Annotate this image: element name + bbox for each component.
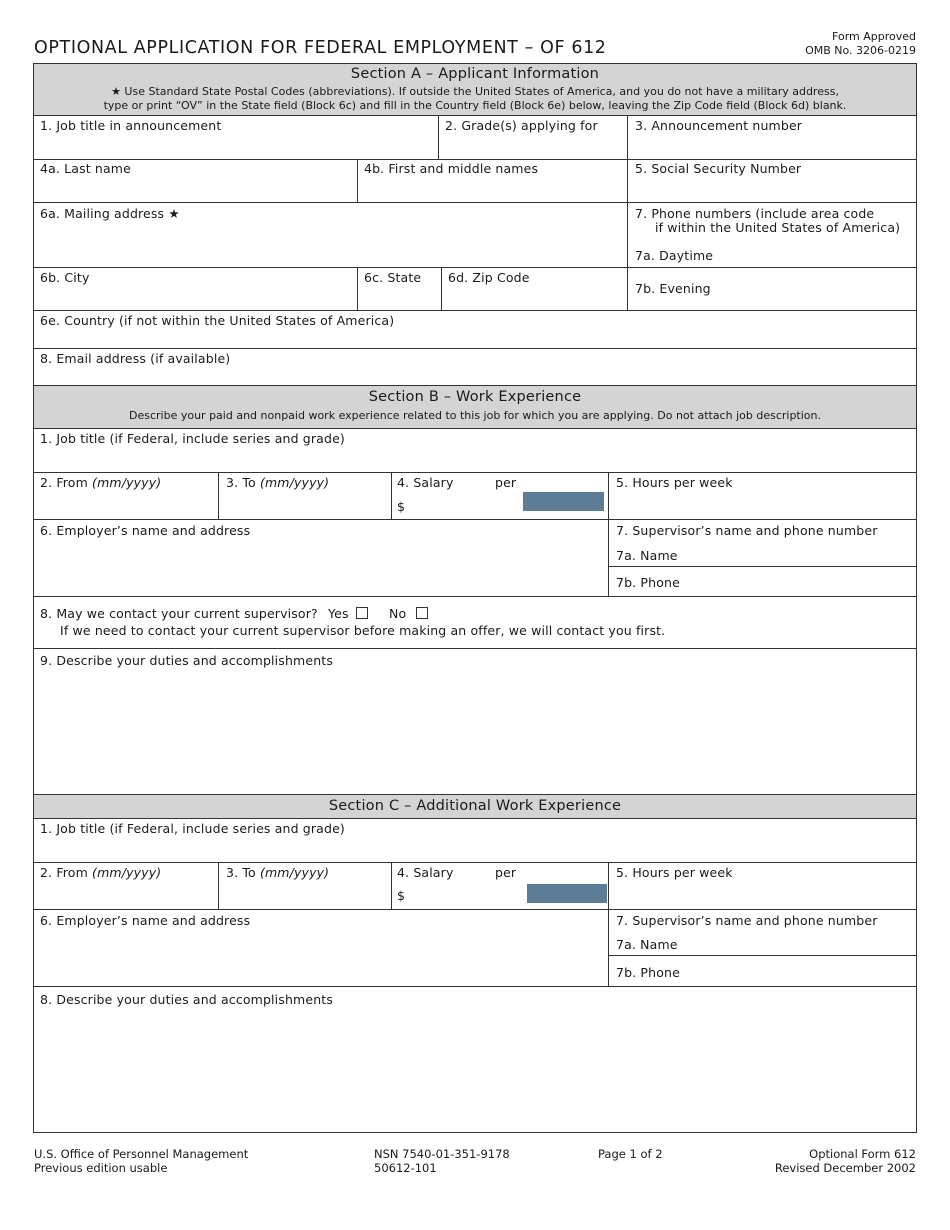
b-contact-no-label: No — [389, 606, 407, 621]
a-daytime-phone-field[interactable]: 7a. Daytime — [635, 248, 714, 263]
footer-agency — [34, 1147, 248, 1175]
c-supervisor-name-field[interactable]: 7a. Name — [616, 937, 678, 952]
section-c-title: Section C – Additional Work Experience — [328, 798, 622, 814]
c-supervisor-phone-field[interactable]: 7b. Phone — [616, 965, 680, 980]
section-b-title: Section B – Work Experience — [368, 389, 582, 405]
c-from-field[interactable] — [40, 865, 161, 880]
b-to-label: 3. To — [226, 475, 256, 490]
divider — [441, 268, 442, 310]
divider — [609, 566, 916, 567]
b-salary-label: 4. Salary — [397, 475, 454, 490]
divider — [34, 472, 916, 473]
b-contact-yes-label: Yes — [328, 606, 349, 621]
a-first-middle-names-field[interactable]: 4b. First and middle names — [364, 161, 539, 176]
b-salary-currency[interactable]: $ — [397, 499, 406, 514]
divider — [608, 473, 609, 596]
c-to-field[interactable] — [226, 865, 329, 880]
a-grade-field[interactable]: 2. Grade(s) applying for — [445, 118, 598, 133]
footer-form-code: 50612-101 — [374, 1161, 437, 1175]
b-salary-period-select[interactable] — [523, 492, 604, 511]
divider — [218, 473, 219, 519]
a-email-field[interactable]: 8. Email address (if available) — [40, 351, 231, 366]
divider — [391, 863, 392, 909]
divider — [627, 160, 628, 202]
b-contact-no-checkbox[interactable] — [416, 607, 428, 619]
b-employer-field[interactable]: 6. Employer’s name and address — [40, 523, 251, 538]
divider — [627, 116, 628, 159]
footer-nsn-number: NSN 7540-01-351-9178 — [374, 1147, 510, 1161]
b-salary-per-label: per — [495, 475, 517, 490]
section-a-header — [34, 64, 916, 115]
a-job-title-field[interactable]: 1. Job title in announcement — [40, 118, 222, 133]
section-a-note-1: ★ Use Standard State Postal Codes (abbreviations). If outside the United States of America, and you do not have a military address, — [111, 85, 839, 98]
c-duties-field[interactable]: 8. Describe your duties and accomplishments — [40, 992, 333, 1007]
divider — [34, 648, 916, 649]
b-supervisor-name-field[interactable]: 7a. Name — [616, 548, 678, 563]
b-duties-field[interactable]: 9. Describe your duties and accomplishments — [40, 653, 333, 668]
c-salary-per-label: per — [495, 865, 517, 880]
divider — [34, 596, 916, 597]
section-a-note-2: type or print “OV” in the State field (Block 6c) and fill in the Country field (Block 6e) below, leaving the Zip Code field (Block 6d) blank. — [103, 99, 847, 112]
section-b-header — [34, 386, 916, 428]
b-to-format: (mm/yyyy) — [259, 475, 330, 490]
divider — [608, 863, 609, 986]
c-from-label: 2. From — [40, 865, 88, 880]
divider — [34, 202, 916, 203]
b-supervisor-label: 7. Supervisor’s name and phone number — [616, 523, 878, 538]
form-approved-text: Form Approved — [832, 30, 916, 43]
divider — [34, 310, 916, 311]
divider — [34, 986, 916, 987]
b-contact-supervisor-note: If we need to contact your current supervisor before making an offer, we will contact you first. — [60, 623, 666, 638]
a-announcement-number-field[interactable]: 3. Announcement number — [635, 118, 803, 133]
divider — [34, 267, 916, 268]
section-a-title: Section A – Applicant Information — [350, 66, 600, 82]
divider — [357, 160, 358, 202]
c-job-title-field[interactable]: 1. Job title (if Federal, include series and grade) — [40, 821, 345, 836]
c-to-format: (mm/yyyy) — [259, 865, 330, 880]
divider — [34, 348, 916, 349]
b-from-format: (mm/yyyy) — [92, 475, 162, 490]
footer-agency-name: U.S. Office of Personnel Management — [34, 1147, 249, 1161]
c-hours-per-week-field[interactable]: 5. Hours per week — [616, 865, 733, 880]
b-hours-per-week-field[interactable]: 5. Hours per week — [616, 475, 733, 490]
a-ssn-field[interactable]: 5. Social Security Number — [635, 161, 802, 176]
c-supervisor-label: 7. Supervisor’s name and phone number — [616, 913, 878, 928]
b-job-title-field[interactable]: 1. Job title (if Federal, include series and grade) — [40, 431, 345, 446]
footer-page-number: Page 1 of 2 — [598, 1147, 663, 1161]
footer-form-id — [775, 1147, 916, 1175]
a-phone-numbers-label-cont: if within the United States of America) — [655, 220, 901, 235]
a-country-field[interactable]: 6e. Country (if not within the United States of America) — [40, 313, 395, 328]
divider — [34, 862, 916, 863]
footer-edition: Previous edition usable — [34, 1161, 168, 1175]
c-to-label: 3. To — [226, 865, 256, 880]
divider — [34, 519, 916, 520]
divider — [357, 268, 358, 310]
b-supervisor-phone-field[interactable]: 7b. Phone — [616, 575, 680, 590]
divider — [34, 115, 916, 116]
divider — [627, 203, 628, 310]
divider — [218, 863, 219, 909]
c-employer-field[interactable]: 6. Employer’s name and address — [40, 913, 251, 928]
divider — [34, 428, 916, 429]
a-zip-code-field[interactable]: 6d. Zip Code — [448, 270, 530, 285]
b-from-label: 2. From — [40, 475, 88, 490]
section-b-subtitle: Describe your paid and nonpaid work experience related to this job for which you are applying. Do not attach job description. — [129, 409, 821, 422]
a-mailing-address-field[interactable]: 6a. Mailing address ★ — [40, 206, 180, 221]
c-salary-currency[interactable]: $ — [397, 888, 406, 903]
b-from-field[interactable] — [40, 475, 161, 490]
divider — [438, 116, 439, 159]
footer-revised: Revised December 2002 — [774, 1161, 916, 1175]
divider — [609, 955, 916, 956]
divider — [391, 473, 392, 519]
divider — [34, 909, 916, 910]
form-title: OPTIONAL APPLICATION FOR FEDERAL EMPLOYMENT – OF 612 — [34, 38, 607, 58]
omb-approval — [805, 30, 916, 58]
b-to-field[interactable] — [226, 475, 329, 490]
a-phone-numbers-label: 7. Phone numbers (include area code — [635, 206, 875, 221]
omb-number: OMB No. 3206-0219 — [805, 44, 916, 57]
c-salary-label: 4. Salary — [397, 865, 454, 880]
c-from-format: (mm/yyyy) — [92, 865, 162, 880]
a-evening-phone-field[interactable]: 7b. Evening — [635, 281, 711, 296]
b-contact-supervisor-question: 8. May we contact your current supervisor? — [40, 606, 318, 621]
a-state-field[interactable]: 6c. State — [364, 270, 422, 285]
a-last-name-field[interactable]: 4a. Last name — [40, 161, 131, 176]
section-c-header — [34, 795, 916, 818]
c-salary-period-select[interactable] — [527, 884, 607, 903]
footer-nsn — [374, 1147, 510, 1175]
divider — [34, 159, 916, 160]
divider — [34, 818, 916, 819]
b-contact-yes-checkbox[interactable] — [356, 607, 368, 619]
footer-form-name: Optional Form 612 — [809, 1147, 916, 1161]
a-city-field[interactable]: 6b. City — [40, 270, 90, 285]
